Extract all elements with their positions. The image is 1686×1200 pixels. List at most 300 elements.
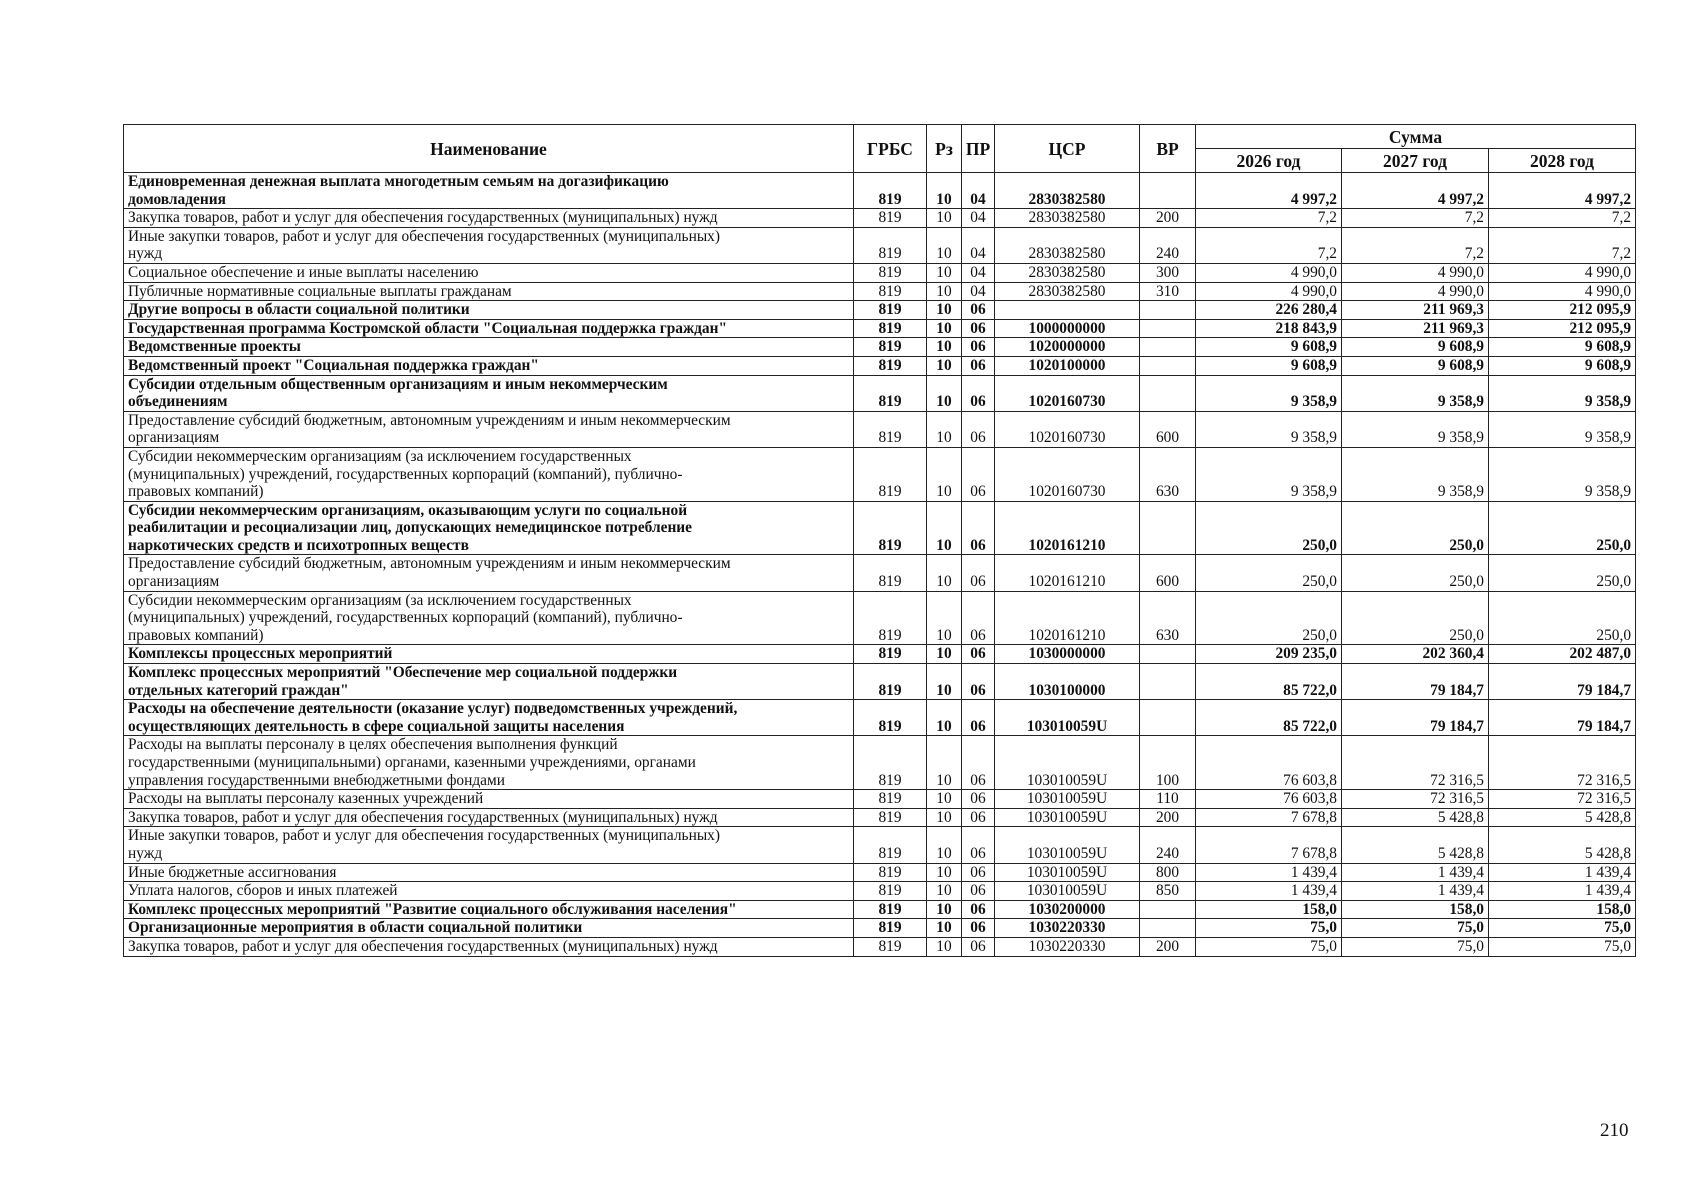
header-sum: Сумма — [1196, 125, 1636, 149]
pr-cell: 06 — [962, 827, 995, 863]
table-row — [124, 645, 1636, 664]
row-name-cell — [124, 790, 854, 809]
sum-2027-cell: 75,0 — [1342, 919, 1489, 938]
vr-cell: 200 — [1140, 808, 1196, 827]
sum-2026-cell: 1 439,4 — [1196, 863, 1342, 882]
sum-2026-cell: 7,2 — [1196, 209, 1342, 228]
sum-2027-cell: 202 360,4 — [1342, 645, 1489, 664]
pr-cell: 06 — [962, 591, 995, 645]
table-row — [124, 227, 1636, 263]
row-name-line: Публичные нормативные социальные выплаты гражданам — [128, 282, 512, 300]
csr-cell: 1020161210 — [995, 501, 1140, 555]
grbs-cell: 819 — [854, 808, 927, 827]
row-name-line: Иные закупки товаров, работ и услуг для обеспечения государственных (муниципальных) — [128, 227, 720, 245]
sum-2026-cell: 209 235,0 — [1196, 645, 1342, 664]
row-name-line: Расходы на выплаты персоналу в целях обеспечения выполнения функций — [128, 736, 618, 754]
row-name-cell — [124, 591, 854, 645]
sum-2026-cell: 85 722,0 — [1196, 664, 1342, 700]
table-row — [124, 319, 1636, 338]
pr-cell: 06 — [962, 319, 995, 338]
row-name-cell — [124, 209, 854, 228]
sum-2026-cell: 7,2 — [1196, 227, 1342, 263]
vr-cell — [1140, 356, 1196, 375]
table-row — [124, 827, 1636, 863]
grbs-cell: 819 — [854, 790, 927, 809]
table-row — [124, 937, 1636, 956]
csr-cell: 103010059U — [995, 863, 1140, 882]
header-year-2028: 2028 год — [1489, 149, 1636, 173]
sum-2026-cell: 250,0 — [1196, 555, 1342, 591]
csr-cell: 1020161210 — [995, 555, 1140, 591]
table-row — [124, 900, 1636, 919]
row-name-line: (муниципальных) учреждений, государственных корпораций (компаний), публично- — [128, 609, 683, 627]
table-row — [124, 501, 1636, 555]
row-name-cell — [124, 338, 854, 357]
csr-cell: 1020161210 — [995, 591, 1140, 645]
csr-cell — [995, 301, 1140, 320]
row-name-line: организациям — [128, 573, 220, 591]
pr-cell: 06 — [962, 736, 995, 790]
rz-cell: 10 — [927, 555, 962, 591]
pr-cell: 06 — [962, 790, 995, 809]
grbs-cell: 819 — [854, 173, 927, 209]
table-body — [124, 173, 1636, 957]
csr-cell: 1030220330 — [995, 937, 1140, 956]
sum-2027-cell: 250,0 — [1342, 555, 1489, 591]
row-name-cell — [124, 700, 854, 736]
sum-2028-cell: 5 428,8 — [1489, 808, 1636, 827]
row-name-line: реабилитации и ресоциализации лиц, допускающих немедицинское потребление — [128, 519, 693, 537]
sum-2028-cell: 9 608,9 — [1489, 356, 1636, 375]
sum-2027-cell: 211 969,3 — [1342, 319, 1489, 338]
sum-2028-cell: 250,0 — [1489, 555, 1636, 591]
sum-2027-cell: 4 990,0 — [1342, 282, 1489, 301]
sum-2027-cell: 9 358,9 — [1342, 375, 1489, 411]
grbs-cell: 819 — [854, 736, 927, 790]
grbs-cell: 819 — [854, 282, 927, 301]
row-name-line: Иные бюджетные ассигнования — [128, 863, 337, 881]
row-name-cell — [124, 501, 854, 555]
grbs-cell: 819 — [854, 209, 927, 228]
row-name-line: организациям — [128, 429, 220, 447]
csr-cell: 1030200000 — [995, 900, 1140, 919]
row-name-line: домовладения — [128, 190, 226, 208]
row-name-line: (муниципальных) учреждений, государственных корпораций (компаний), публично- — [128, 465, 683, 483]
pr-cell: 04 — [962, 282, 995, 301]
row-name-cell — [124, 664, 854, 700]
pr-cell: 04 — [962, 173, 995, 209]
row-name-line: наркотических средств и психотропных веществ — [128, 536, 469, 554]
row-name-cell — [124, 301, 854, 320]
csr-cell: 103010059U — [995, 790, 1140, 809]
vr-cell — [1140, 173, 1196, 209]
row-name-line: Предоставление субсидий бюджетным, автономным учреждениям и иным некоммерческим — [128, 555, 731, 573]
pr-cell: 06 — [962, 447, 995, 501]
table-row — [124, 356, 1636, 375]
vr-cell: 600 — [1140, 555, 1196, 591]
table-row — [124, 736, 1636, 790]
table-row — [124, 263, 1636, 282]
sum-2026-cell: 75,0 — [1196, 937, 1342, 956]
sum-2026-cell: 85 722,0 — [1196, 700, 1342, 736]
row-name-line: Другие вопросы в области социальной политики — [128, 301, 470, 319]
row-name-cell — [124, 447, 854, 501]
vr-cell: 800 — [1140, 863, 1196, 882]
rz-cell: 10 — [927, 591, 962, 645]
sum-2027-cell: 158,0 — [1342, 900, 1489, 919]
pr-cell: 06 — [962, 808, 995, 827]
sum-2026-cell: 158,0 — [1196, 900, 1342, 919]
rz-cell: 10 — [927, 501, 962, 555]
row-name-cell — [124, 863, 854, 882]
budget-table — [123, 124, 1636, 957]
table-row — [124, 664, 1636, 700]
sum-2028-cell: 212 095,9 — [1489, 301, 1636, 320]
csr-cell: 1030000000 — [995, 645, 1140, 664]
row-name-cell — [124, 375, 854, 411]
table-row — [124, 808, 1636, 827]
csr-cell: 1020160730 — [995, 447, 1140, 501]
sum-2026-cell: 218 843,9 — [1196, 319, 1342, 338]
pr-cell: 06 — [962, 882, 995, 901]
row-name-cell — [124, 319, 854, 338]
grbs-cell: 819 — [854, 900, 927, 919]
sum-2027-cell: 1 439,4 — [1342, 863, 1489, 882]
sum-2028-cell: 9 608,9 — [1489, 338, 1636, 357]
sum-2027-cell: 250,0 — [1342, 501, 1489, 555]
header-csr: ЦСР — [995, 125, 1140, 173]
pr-cell: 06 — [962, 411, 995, 447]
header-name: Наименование — [124, 125, 854, 173]
pr-cell: 06 — [962, 645, 995, 664]
pr-cell: 06 — [962, 501, 995, 555]
row-name-line: Комплекс процессных мероприятий "Обеспечение мер социальной поддержки — [128, 664, 678, 682]
row-name-cell — [124, 736, 854, 790]
row-name-line: Иные закупки товаров, работ и услуг для обеспечения государственных (муниципальных) — [128, 827, 720, 845]
sum-2027-cell: 79 184,7 — [1342, 700, 1489, 736]
rz-cell: 10 — [927, 411, 962, 447]
pr-cell: 06 — [962, 700, 995, 736]
pr-cell: 06 — [962, 919, 995, 938]
pr-cell: 06 — [962, 863, 995, 882]
grbs-cell: 819 — [854, 919, 927, 938]
pr-cell: 06 — [962, 937, 995, 956]
vr-cell: 240 — [1140, 827, 1196, 863]
sum-2026-cell: 250,0 — [1196, 501, 1342, 555]
vr-cell — [1140, 664, 1196, 700]
rz-cell: 10 — [927, 356, 962, 375]
sum-2028-cell: 75,0 — [1489, 937, 1636, 956]
sum-2026-cell: 7 678,8 — [1196, 827, 1342, 863]
row-name-cell — [124, 937, 854, 956]
table-row — [124, 411, 1636, 447]
vr-cell — [1140, 375, 1196, 411]
rz-cell: 10 — [927, 900, 962, 919]
row-name-cell — [124, 808, 854, 827]
sum-2027-cell: 9 358,9 — [1342, 447, 1489, 501]
sum-2026-cell: 9 358,9 — [1196, 375, 1342, 411]
table-row — [124, 790, 1636, 809]
sum-2028-cell: 1 439,4 — [1489, 882, 1636, 901]
header-vr: ВР — [1140, 125, 1196, 173]
pr-cell: 04 — [962, 227, 995, 263]
rz-cell: 10 — [927, 882, 962, 901]
grbs-cell: 819 — [854, 356, 927, 375]
sum-2028-cell: 72 316,5 — [1489, 790, 1636, 809]
rz-cell: 10 — [927, 827, 962, 863]
pr-cell: 06 — [962, 664, 995, 700]
sum-2026-cell: 7 678,8 — [1196, 808, 1342, 827]
rz-cell: 10 — [927, 664, 962, 700]
rz-cell: 10 — [927, 319, 962, 338]
row-name-line: отдельных категорий граждан" — [128, 681, 349, 699]
sum-2026-cell: 9 358,9 — [1196, 447, 1342, 501]
vr-cell: 300 — [1140, 263, 1196, 282]
sum-2026-cell: 76 603,8 — [1196, 790, 1342, 809]
table-row — [124, 282, 1636, 301]
csr-cell: 1030220330 — [995, 919, 1140, 938]
csr-cell: 2830382580 — [995, 209, 1140, 228]
rz-cell: 10 — [927, 863, 962, 882]
rz-cell: 10 — [927, 937, 962, 956]
grbs-cell: 819 — [854, 645, 927, 664]
sum-2026-cell: 250,0 — [1196, 591, 1342, 645]
sum-2028-cell: 4 990,0 — [1489, 282, 1636, 301]
sum-2027-cell: 79 184,7 — [1342, 664, 1489, 700]
row-name-line: нужд — [128, 844, 163, 862]
grbs-cell: 819 — [854, 591, 927, 645]
row-name-line: Организационные мероприятия в области социальной политики — [128, 919, 583, 937]
sum-2026-cell: 1 439,4 — [1196, 882, 1342, 901]
row-name-line: Ведомственные проекты — [128, 338, 301, 356]
sum-2026-cell: 9 608,9 — [1196, 356, 1342, 375]
grbs-cell: 819 — [854, 863, 927, 882]
rz-cell: 10 — [927, 263, 962, 282]
rz-cell: 10 — [927, 645, 962, 664]
grbs-cell: 819 — [854, 555, 927, 591]
grbs-cell: 819 — [854, 319, 927, 338]
rz-cell: 10 — [927, 447, 962, 501]
grbs-cell: 819 — [854, 338, 927, 357]
vr-cell: 600 — [1140, 411, 1196, 447]
row-name-line: Комплексы процессных мероприятий — [128, 645, 393, 663]
rz-cell: 10 — [927, 919, 962, 938]
csr-cell: 103010059U — [995, 882, 1140, 901]
csr-cell: 103010059U — [995, 827, 1140, 863]
header-year-2027: 2027 год — [1342, 149, 1489, 173]
vr-cell — [1140, 919, 1196, 938]
sum-2028-cell: 202 487,0 — [1489, 645, 1636, 664]
pr-cell: 04 — [962, 209, 995, 228]
table-row — [124, 375, 1636, 411]
row-name-line: Единовременная денежная выплата многодетным семьям на догазификацию — [128, 173, 669, 190]
row-name-line: Ведомственный проект "Социальная поддержка граждан" — [128, 356, 539, 374]
sum-2027-cell: 211 969,3 — [1342, 301, 1489, 320]
grbs-cell: 819 — [854, 411, 927, 447]
sum-2028-cell: 9 358,9 — [1489, 447, 1636, 501]
sum-2028-cell: 250,0 — [1489, 501, 1636, 555]
csr-cell: 1030100000 — [995, 664, 1140, 700]
header-grbs: ГРБС — [854, 125, 927, 173]
sum-2027-cell: 5 428,8 — [1342, 808, 1489, 827]
vr-cell — [1140, 301, 1196, 320]
pr-cell: 04 — [962, 263, 995, 282]
vr-cell: 310 — [1140, 282, 1196, 301]
sum-2027-cell: 4 990,0 — [1342, 263, 1489, 282]
sum-2028-cell: 4 997,2 — [1489, 173, 1636, 209]
grbs-cell: 819 — [854, 827, 927, 863]
sum-2027-cell: 9 608,9 — [1342, 356, 1489, 375]
grbs-cell: 819 — [854, 447, 927, 501]
rz-cell: 10 — [927, 808, 962, 827]
row-name-line: правовых компаний) — [128, 626, 264, 644]
sum-2027-cell: 72 316,5 — [1342, 790, 1489, 809]
rz-cell: 10 — [927, 790, 962, 809]
grbs-cell: 819 — [854, 937, 927, 956]
rz-cell: 10 — [927, 338, 962, 357]
header-year-2026: 2026 год — [1196, 149, 1342, 173]
table-row — [124, 591, 1636, 645]
row-name-line: Субсидии некоммерческим организациям, оказывающим услуги по социальной — [128, 501, 688, 519]
row-name-cell — [124, 882, 854, 901]
rz-cell: 10 — [927, 209, 962, 228]
pr-cell: 06 — [962, 375, 995, 411]
pr-cell: 06 — [962, 338, 995, 357]
vr-cell: 100 — [1140, 736, 1196, 790]
header-pr: ПР — [962, 125, 995, 173]
row-name-line: осуществляющих деятельность в сфере социальной защиты населения — [128, 717, 625, 735]
csr-cell: 103010059U — [995, 700, 1140, 736]
row-name-line: Закупка товаров, работ и услуг для обеспечения государственных (муниципальных) нужд — [128, 808, 718, 826]
row-name-cell — [124, 645, 854, 664]
header-rz: Рз — [927, 125, 962, 173]
row-name-line: Субсидии некоммерческим организациям (за исключением государственных — [128, 447, 632, 465]
row-name-cell — [124, 919, 854, 938]
sum-2028-cell: 7,2 — [1489, 227, 1636, 263]
row-name-line: объединениям — [128, 393, 228, 411]
row-name-cell — [124, 173, 854, 209]
row-name-line: Закупка товаров, работ и услуг для обеспечения государственных (муниципальных) нужд — [128, 209, 718, 227]
sum-2026-cell: 4 997,2 — [1196, 173, 1342, 209]
sum-2028-cell: 79 184,7 — [1489, 700, 1636, 736]
vr-cell — [1140, 319, 1196, 338]
sum-2028-cell: 7,2 — [1489, 209, 1636, 228]
sum-2028-cell: 75,0 — [1489, 919, 1636, 938]
row-name-line: Закупка товаров, работ и услуг для обеспечения государственных (муниципальных) нужд — [128, 937, 718, 955]
csr-cell: 103010059U — [995, 808, 1140, 827]
csr-cell: 2830382580 — [995, 173, 1140, 209]
rz-cell: 10 — [927, 301, 962, 320]
sum-2026-cell: 4 990,0 — [1196, 263, 1342, 282]
table-header — [124, 125, 1636, 173]
grbs-cell: 819 — [854, 227, 927, 263]
csr-cell: 1020000000 — [995, 338, 1140, 357]
row-name-line: Расходы на выплаты персоналу казенных учреждений — [128, 790, 484, 808]
sum-2027-cell: 9 608,9 — [1342, 338, 1489, 357]
vr-cell: 200 — [1140, 209, 1196, 228]
row-name-cell — [124, 827, 854, 863]
sum-2027-cell: 4 997,2 — [1342, 173, 1489, 209]
sum-2028-cell: 250,0 — [1489, 591, 1636, 645]
rz-cell: 10 — [927, 227, 962, 263]
row-name-line: управления государственными внебюджетными фондами — [128, 771, 505, 789]
grbs-cell: 819 — [854, 882, 927, 901]
table-row — [124, 700, 1636, 736]
grbs-cell: 819 — [854, 664, 927, 700]
sum-2026-cell: 9 358,9 — [1196, 411, 1342, 447]
sum-2027-cell: 9 358,9 — [1342, 411, 1489, 447]
row-name-line: Предоставление субсидий бюджетным, автономным учреждениям и иным некоммерческим — [128, 411, 731, 429]
csr-cell: 1020160730 — [995, 411, 1140, 447]
sum-2026-cell: 9 608,9 — [1196, 338, 1342, 357]
row-name-line: правовых компаний) — [128, 483, 264, 501]
sum-2026-cell: 75,0 — [1196, 919, 1342, 938]
table-row — [124, 301, 1636, 320]
sum-2028-cell: 158,0 — [1489, 900, 1636, 919]
vr-cell: 240 — [1140, 227, 1196, 263]
sum-2027-cell: 72 316,5 — [1342, 736, 1489, 790]
sum-2028-cell: 72 316,5 — [1489, 736, 1636, 790]
page-number: 210 — [1600, 1120, 1629, 1141]
row-name-line: государственными (муниципальными) органами, казенными учреждениями, органами — [128, 754, 696, 771]
row-name-cell — [124, 282, 854, 301]
pr-cell: 06 — [962, 301, 995, 320]
vr-cell: 200 — [1140, 937, 1196, 956]
rz-cell: 10 — [927, 700, 962, 736]
rz-cell: 10 — [927, 736, 962, 790]
vr-cell — [1140, 501, 1196, 555]
rz-cell: 10 — [927, 282, 962, 301]
row-name-line: Социальное обеспечение и иные выплаты населению — [128, 263, 479, 281]
vr-cell — [1140, 700, 1196, 736]
sum-2028-cell: 9 358,9 — [1489, 411, 1636, 447]
sum-2028-cell: 79 184,7 — [1489, 664, 1636, 700]
row-name-cell — [124, 411, 854, 447]
grbs-cell: 819 — [854, 375, 927, 411]
table-row — [124, 555, 1636, 591]
pr-cell: 06 — [962, 356, 995, 375]
csr-cell: 103010059U — [995, 736, 1140, 790]
sum-2026-cell: 4 990,0 — [1196, 282, 1342, 301]
row-name-cell — [124, 263, 854, 282]
grbs-cell: 819 — [854, 301, 927, 320]
sum-2028-cell: 5 428,8 — [1489, 827, 1636, 863]
sum-2028-cell: 9 358,9 — [1489, 375, 1636, 411]
pr-cell: 06 — [962, 900, 995, 919]
row-name-cell — [124, 900, 854, 919]
csr-cell: 2830382580 — [995, 227, 1140, 263]
sum-2028-cell: 212 095,9 — [1489, 319, 1636, 338]
csr-cell: 1020160730 — [995, 375, 1140, 411]
vr-cell: 630 — [1140, 447, 1196, 501]
sum-2027-cell: 7,2 — [1342, 227, 1489, 263]
row-name-cell — [124, 227, 854, 263]
sum-2027-cell: 5 428,8 — [1342, 827, 1489, 863]
row-name-cell — [124, 356, 854, 375]
csr-cell: 2830382580 — [995, 282, 1140, 301]
grbs-cell: 819 — [854, 263, 927, 282]
sum-2027-cell: 7,2 — [1342, 209, 1489, 228]
csr-cell: 1000000000 — [995, 319, 1140, 338]
vr-cell — [1140, 900, 1196, 919]
sum-2027-cell: 75,0 — [1342, 937, 1489, 956]
vr-cell: 630 — [1140, 591, 1196, 645]
pr-cell: 06 — [962, 555, 995, 591]
sum-2026-cell: 76 603,8 — [1196, 736, 1342, 790]
table-row — [124, 919, 1636, 938]
row-name-line: Государственная программа Костромской области "Социальная поддержка граждан" — [128, 319, 728, 337]
table-row — [124, 882, 1636, 901]
